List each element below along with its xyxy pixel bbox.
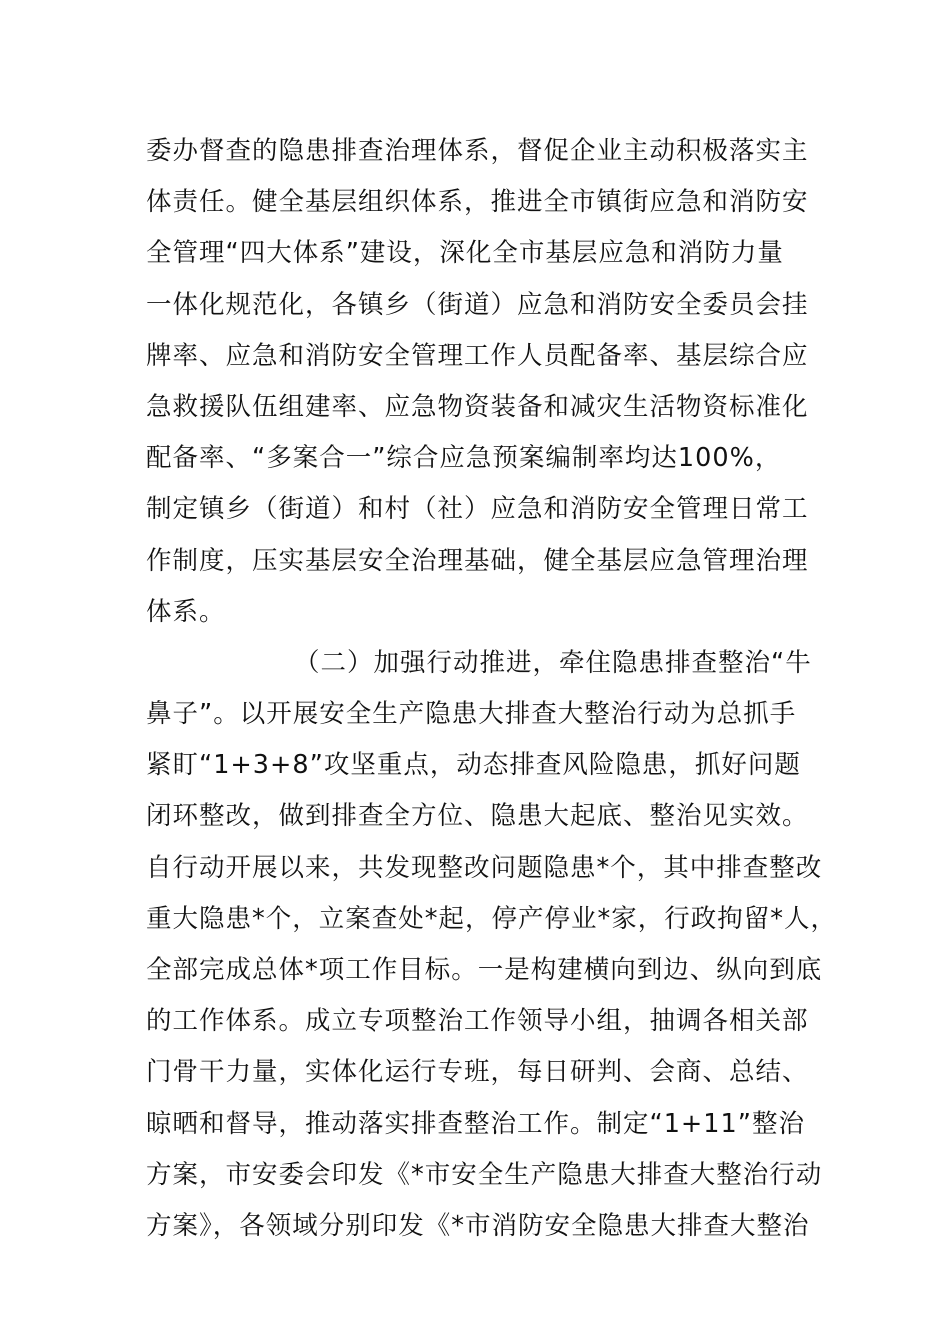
text-line: 鼻子”。以开展安全生产隐患大排查大整治行动为总抓手 — [146, 699, 797, 730]
text-line: 门骨干力量，实体化运行专班，每日研判、会商、总结、 — [146, 1057, 809, 1088]
text-line: 方案》，各领域分别印发《*市消防安全隐患大排查大整治 — [146, 1210, 810, 1241]
text-line: 全部完成总体*项工作目标。一是构建横向到边、纵向到底 — [146, 955, 823, 985]
text-line: 晾晒和督导，推动落实排查整治工作。制定“1+11”整治 — [146, 1108, 805, 1139]
text-line: 全管理“四大体系”建设，深化全市基层应急和消防力量 — [146, 238, 784, 269]
text-line: 自行动开展以来，共发现整改问题隐患*个，其中排查整改 — [146, 852, 823, 883]
text-line: 紧盯“1+3+8”攻坚重点，动态排查风险隐患，抓好问题 — [146, 750, 801, 781]
text-line: 牌率、应急和消防安全管理工作人员配备率、基层综合应 — [146, 340, 809, 371]
section-heading-line: （二）加强行动推进，牵住隐患排查整治“牛 — [294, 647, 812, 678]
body-text — [146, 126, 838, 1252]
text-line: 配备率、“多案合一”综合应急预案编制率均达100%， — [146, 443, 782, 474]
text-line: 委办督查的隐患排查治理体系，督促企业主动积极落实主 — [146, 136, 809, 166]
text-line: 作制度，压实基层安全治理基础，健全基层应急管理治理 — [146, 545, 809, 576]
text-line: 急救援队伍组建率、应急物资装备和减灾生活物资标准化 — [146, 391, 809, 422]
text-line: 一体化规范化，各镇乡（街道）应急和消防安全委员会挂 — [146, 289, 809, 320]
text-line: 体责任。健全基层组织体系，推进全市镇街应急和消防安 — [146, 187, 809, 218]
text-line: 闭环整改，做到排查全方位、隐患大起底、整治见实效。 — [146, 801, 809, 832]
text-line: 制定镇乡（街道）和村（社）应急和消防安全管理日常工 — [146, 494, 809, 525]
text-line: 体系。 — [146, 596, 226, 627]
text-line: 重大隐患*个，立案查处*起，停产停业*家，行政拘留*人， — [146, 903, 838, 934]
text-line: 方案，市安委会印发《*市安全生产隐患大排查大整治行动 — [146, 1159, 823, 1190]
text-line: 的工作体系。成立专项整治工作领导小组，抽调各相关部 — [146, 1006, 809, 1037]
